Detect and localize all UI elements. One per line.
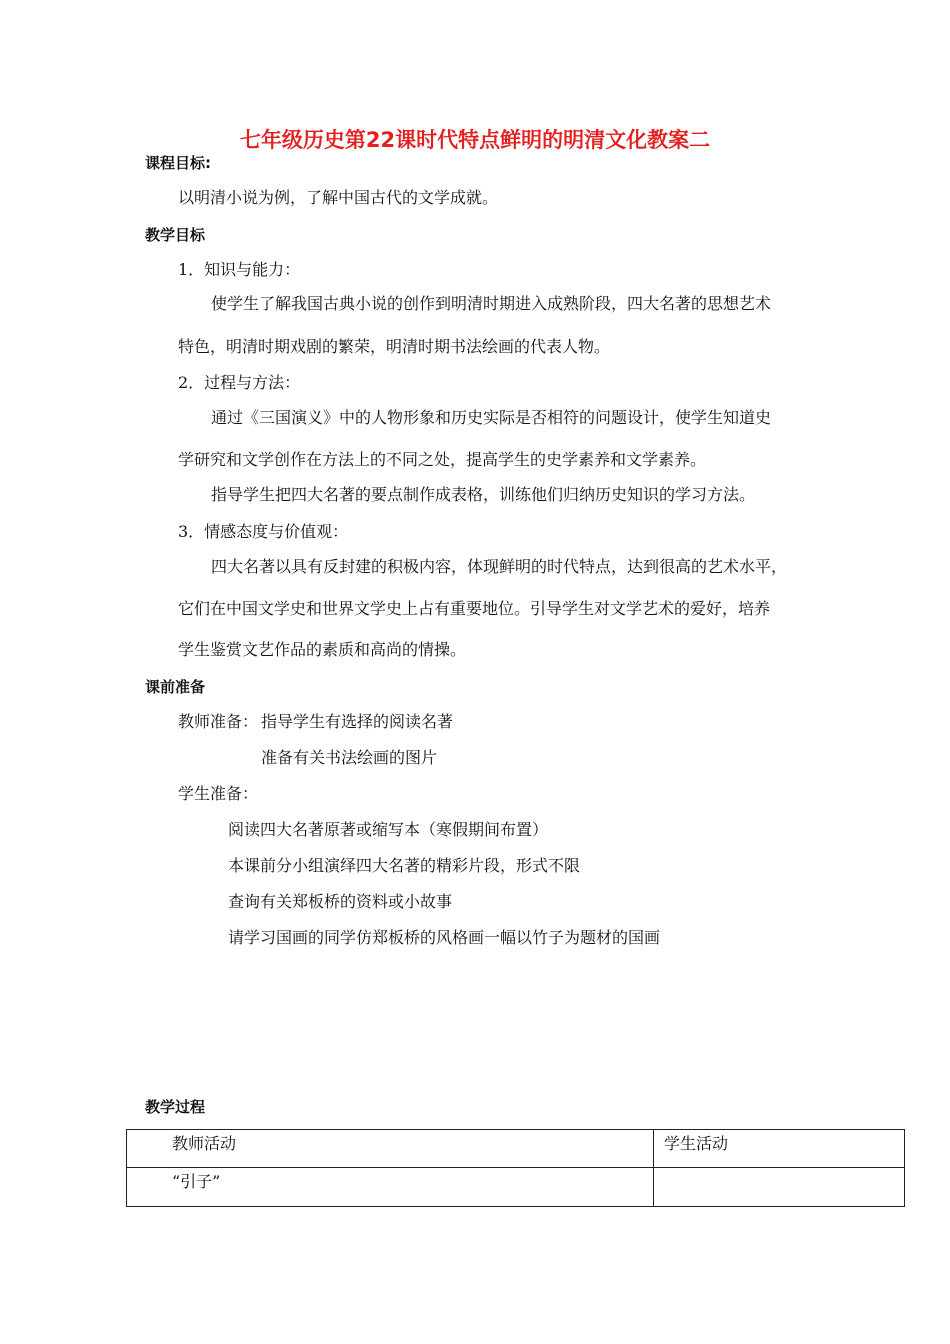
goal-2-line-1: 通过《三国演义》中的人物形象和历史实际是否相符的问题设计，使学生知道史 xyxy=(211,408,772,427)
student-prep-item: 阅读四大名著原著或缩写本（寒假期间布置） xyxy=(228,820,549,839)
teacher-prep-label: 教师准备： xyxy=(178,712,259,731)
table-row xyxy=(127,1168,905,1207)
goal-1-label: 1．知识与能力： xyxy=(178,260,301,279)
course-goal-heading: 课程目标: xyxy=(145,154,211,172)
row1-teacher-cell: “引子” xyxy=(127,1168,654,1207)
student-prep-item: 本课前分小组演绎四大名著的精彩片段，形式不限 xyxy=(228,856,581,875)
goal-1-line-2: 特色，明清时期戏剧的繁荣，明清时期书法绘画的代表人物。 xyxy=(178,337,611,356)
teacher-prep-line-1: 指导学生有选择的阅读名著 xyxy=(261,712,454,731)
teacher-prep-line-2: 准备有关书法绘画的图片 xyxy=(261,748,438,767)
process-table xyxy=(126,1129,905,1207)
table-header-row xyxy=(127,1130,905,1168)
goal-3-line-1: 四大名著以具有反封建的积极内容，体现鲜明的时代特点，达到很高的艺术水平， xyxy=(211,557,788,576)
student-prep-item: 查询有关郑板桥的资料或小故事 xyxy=(228,892,453,911)
page-title: 七年级历史第22课时代特点鲜明的明清文化教案二 xyxy=(239,128,711,152)
student-prep-item: 请学习国画的同学仿郑板桥的风格画一幅以竹子为题材的国画 xyxy=(228,928,661,947)
goal-3-line-3: 学生鉴赏文艺作品的素质和高尚的情操。 xyxy=(178,640,467,659)
col-teacher-header: 教师活动 xyxy=(127,1130,654,1168)
col-student-header: 学生活动 xyxy=(654,1130,905,1168)
teaching-goal-heading: 教学目标 xyxy=(145,226,206,244)
preparation-heading: 课前准备 xyxy=(145,678,206,696)
process-heading: 教学过程 xyxy=(145,1098,206,1116)
goal-2-label: 2．过程与方法： xyxy=(178,373,301,392)
goal-3-label: 3．情感态度与价值观： xyxy=(178,522,349,541)
goal-1-line-1: 使学生了解我国古典小说的创作到明清时期进入成熟阶段，四大名著的思想艺术 xyxy=(211,294,772,313)
goal-3-line-2: 它们在中国文学史和世界文学史上占有重要地位。引导学生对文学艺术的爱好，培养 xyxy=(178,599,771,618)
row1-student-cell xyxy=(654,1168,905,1207)
goal-2-line-3: 指导学生把四大名著的要点制作成表格，训练他们归纳历史知识的学习方法。 xyxy=(211,485,756,504)
course-goal-text: 以明清小说为例，了解中国古代的文学成就。 xyxy=(178,188,499,207)
student-prep-label: 学生准备： xyxy=(178,784,259,803)
goal-2-line-2: 学研究和文学创作在方法上的不同之处，提高学生的史学素养和文学素养。 xyxy=(178,450,707,469)
